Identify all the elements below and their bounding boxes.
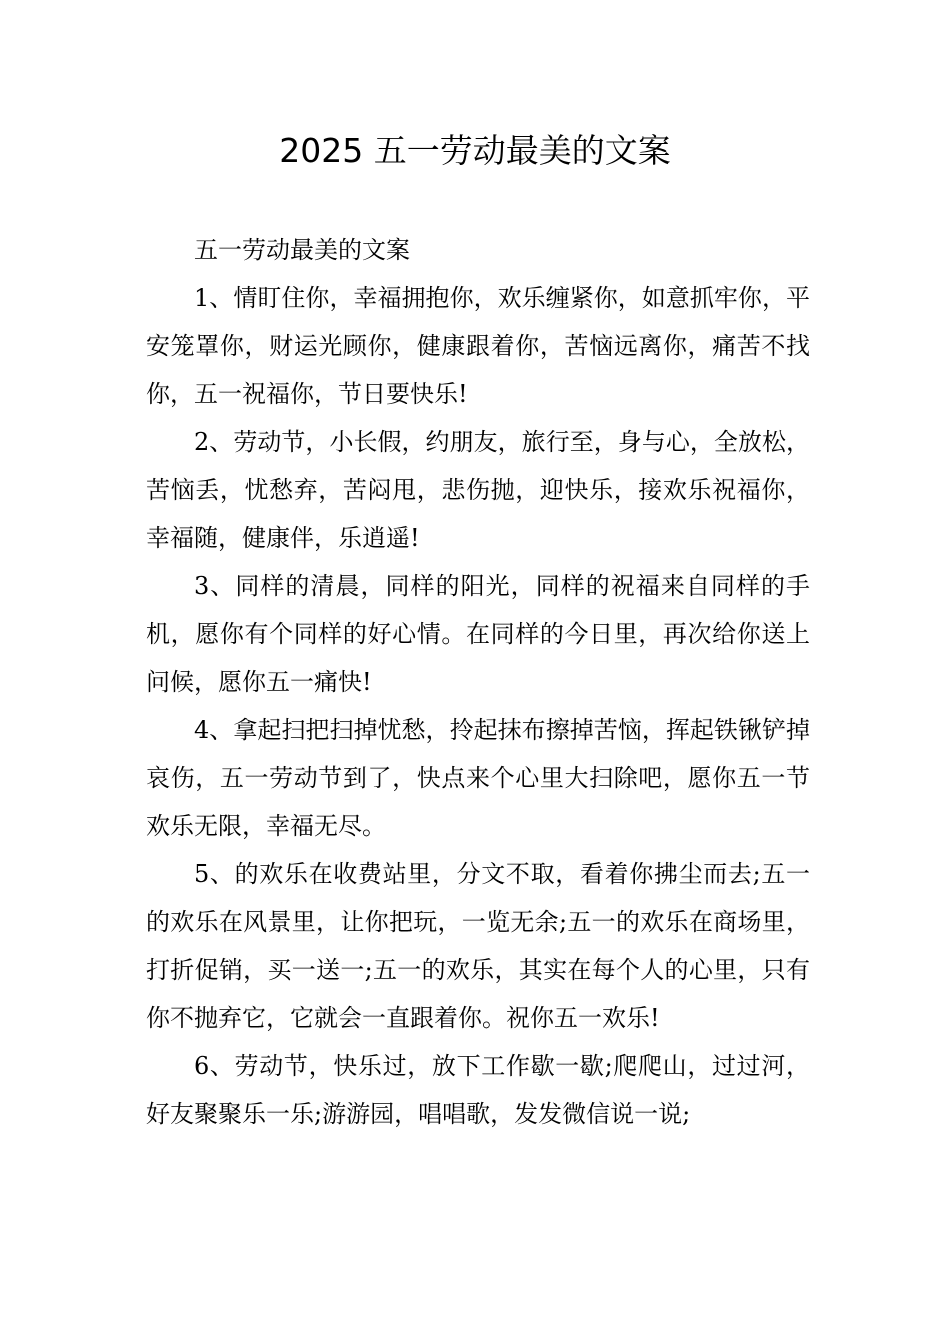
paragraph-4: 4、拿起扫把扫掉忧愁，拎起抹布擦掉苦恼，挥起铁锹铲掉哀伤，五一劳动节到了，快点来个心里大扫除吧，愿你五一节欢乐无限，幸福无尽。 (146, 716, 810, 840)
paragraph-2: 2、劳动节，小长假，约朋友，旅行至，身与心，全放松，苦恼丢，忧愁弃，苦闷甩，悲伤抛，迎快乐，接欢乐祝福你，幸福随，健康伴，乐逍遥! (146, 428, 810, 552)
document-title: 2025 五一劳动最美的文案 (279, 131, 671, 170)
document-body (146, 226, 810, 1138)
paragraph-1: 1、情盯住你，幸福拥抱你，欢乐缠紧你，如意抓牢你，平安笼罩你，财运光顾你，健康跟着你，苦恼远离你，痛苦不找你，五一祝福你，节日要快乐! (146, 284, 810, 408)
paragraph-3: 3、同样的清晨，同样的阳光，同样的祝福来自同样的手机，愿你有个同样的好心情。在同样的今日里，再次给你送上问候，愿你五一痛快! (146, 572, 810, 696)
paragraph-5: 5、的欢乐在收费站里，分文不取，看着你拂尘而去;五一的欢乐在风景里，让你把玩，一览无余;五一的欢乐在商场里，打折促销，买一送一;五一的欢乐，其实在每个人的心里，只有你不抛弃它，它就会一直跟着你。祝你五一欢乐! (146, 860, 810, 1032)
document-subtitle: 五一劳动最美的文案 (194, 236, 410, 264)
paragraph-6: 6、劳动节，快乐过，放下工作歇一歇;爬爬山，过过河，好友聚聚乐一乐;游游园，唱唱歌，发发微信说一说; (146, 1052, 810, 1128)
